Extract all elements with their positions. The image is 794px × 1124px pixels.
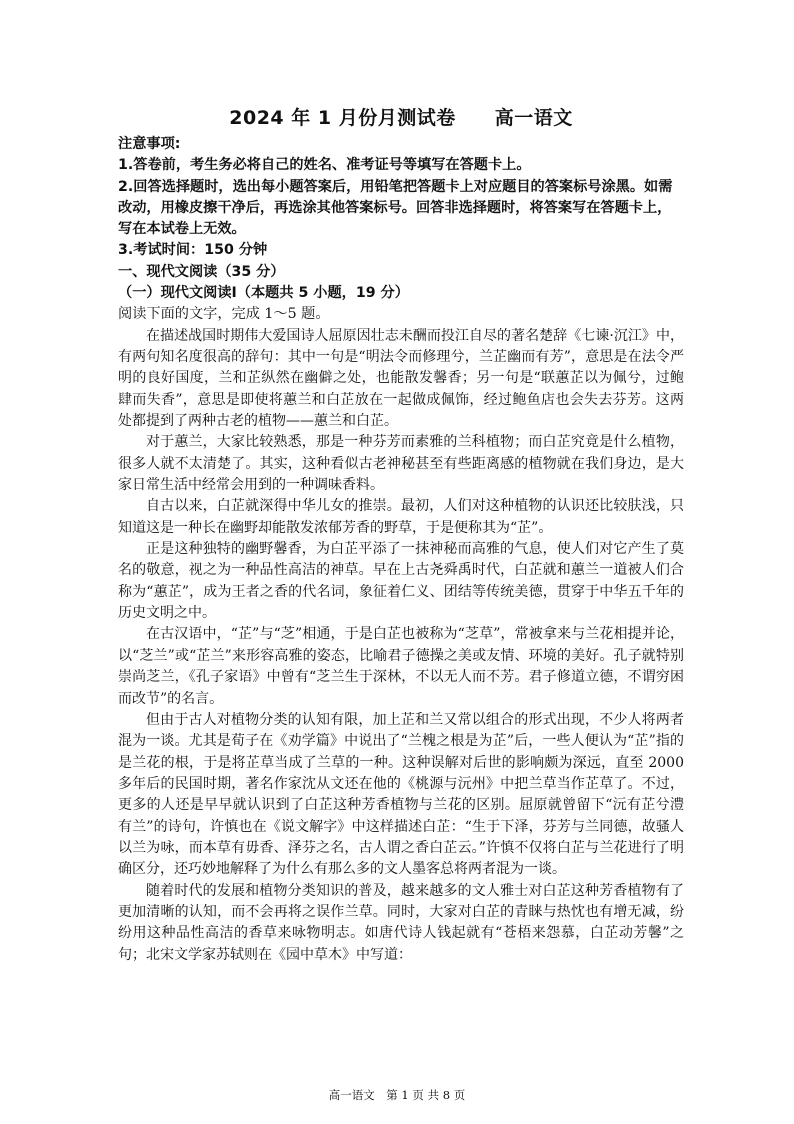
passage-paragraph: 在描述战国时期伟大爱国诗人屈原因壮志未酬而投江自尽的著名楚辞《七谏·沉江》中，有两句知名度很高的辞句：其中一句是“明法令而修理兮，兰芷幽而有芳”，意思是在法令严明的良好国度，兰和芷纵然在幽僻之处，也能散发馨香；另一句是“联蕙芷以为佩兮，过鲍肆而失香”，意思是即使将蕙兰和白芷放在一起做成佩饰，经过鲍鱼店也会失去芬芳。这两处都提到了两种古老的植物——蕙兰和白芷。 <box>118 327 684 430</box>
section-heading: 一、现代文阅读（35 分） <box>118 263 285 280</box>
reading-passage <box>118 326 684 966</box>
reading-instruction: 阅读下面的文字，完成 1～5 题。 <box>118 306 330 323</box>
passage-paragraph: 正是这种独特的幽野馨香，为白芷平添了一抹神秘而高雅的气息，使人们对它产生了莫名的敬意，视之为一种品性高洁的神草。早在上古尧舜禹时代，白芷就和蕙兰一道被人们合称为“蕙芷”，成为王者之香的代名词，象征着仁义、团结等传统美德，贯穿于中华五千年的历史文明之中。 <box>118 541 684 622</box>
notice-block <box>118 134 684 262</box>
notice-heading: 注意事项: <box>118 136 181 152</box>
passage-paragraph: 对于蕙兰，大家比较熟悉，那是一种芬芳而素雅的兰科植物；而白芷究竟是什么植物，很多人就不太清楚了。其实，这种看似古老神秘甚至有些距离感的植物就在我们身边，是大家日常生活中经常会用到的一种调味香料。 <box>118 434 684 494</box>
exam-page <box>118 104 684 966</box>
page-title: 2024 年 1 月份月测试卷 高一语文 <box>229 107 573 129</box>
passage-paragraph: 随着时代的发展和植物分类知识的普及，越来越多的文人雅士对白芷这种芳香植物有了更加清晰的认知，而不会再将之误作兰草。同时，大家对白芷的青睐与热忱也有增无减，纷纷用这种品性高洁的香草来咏物明志。如唐代诗人钱起就有“苍梧来怨慕，白芷动芳馨”之句；北宋文学家苏轼则在《园中草木》中写道： <box>118 882 684 963</box>
subsection-heading: （一）现代文阅读Ⅰ（本题共 5 小题，19 分） <box>118 285 409 302</box>
passage-paragraph: 在古汉语中，“芷”与“芝”相通，于是白芷也被称为“芝草”，常被拿来与兰花相提并论，以“芝兰”或“芷兰”来形容高雅的姿态，比喻君子德操之美或友情、环境的美好。孔子就特别崇尚芝兰，《孔子家语》中曾有“芝兰生于深林，不以无人而不芳。君子修道立德，不谓穷困而改节”的名言。 <box>118 626 684 707</box>
page-footer: 高一语文 第 1 页 共 8 页 <box>328 1088 466 1102</box>
notice-item: 3.考试时间：150 分钟 <box>118 242 268 259</box>
passage-paragraph: 但由于古人对植物分类的认知有限，加上芷和兰又常以组合的形式出现，不少人将两者混为一谈。尤其是荀子在《劝学篇》中说出了“兰槐之根是为芷”后，一些人便认为“芷”指的是兰花的根，于是将芷草当成了兰草的一种。这种误解对后世的影响颇为深远，直至 2000 多年后的民国时期，著名作家沈从文还在他的《桃源与沅州》中把兰草当作芷草了。不过，更多的人还是早早就认识到了白芷这种芳香植物与兰花的区别。屈原就曾留下“沅有芷兮澧有兰”的诗句，许慎也在《说文解字》中这样描述白芷：“生于下泽，芬芳与兰同德，故骚人以兰为咏，而本草有毋香、泽芬之名，古人谓之香白芷云。”许慎不仅将白芷与兰花进行了明确区分，还巧妙地解释了为什么有那么多的文人墨客总将两者混为一谈。 <box>118 711 684 878</box>
passage-paragraph: 自古以来，白芷就深得中华儿女的推崇。最初，人们对这种植物的认识还比较肤浅，只知道这是一种长在幽野却能散发浓郁芳香的野草，于是便称其为“芷”。 <box>118 498 684 536</box>
notice-item: 1.答卷前，考生务必将自己的姓名、准考证号等填写在答题卡上。 <box>118 157 531 174</box>
notice-item: 2.回答选择题时，选出每小题答案后，用铅笔把答题卡上对应题目的答案标号涂黑。如需改动，用橡皮擦干净后，再选涂其他答案标号。回答非选择题时，将答案写在答题卡上，写在本试卷上无效。 <box>118 178 673 238</box>
